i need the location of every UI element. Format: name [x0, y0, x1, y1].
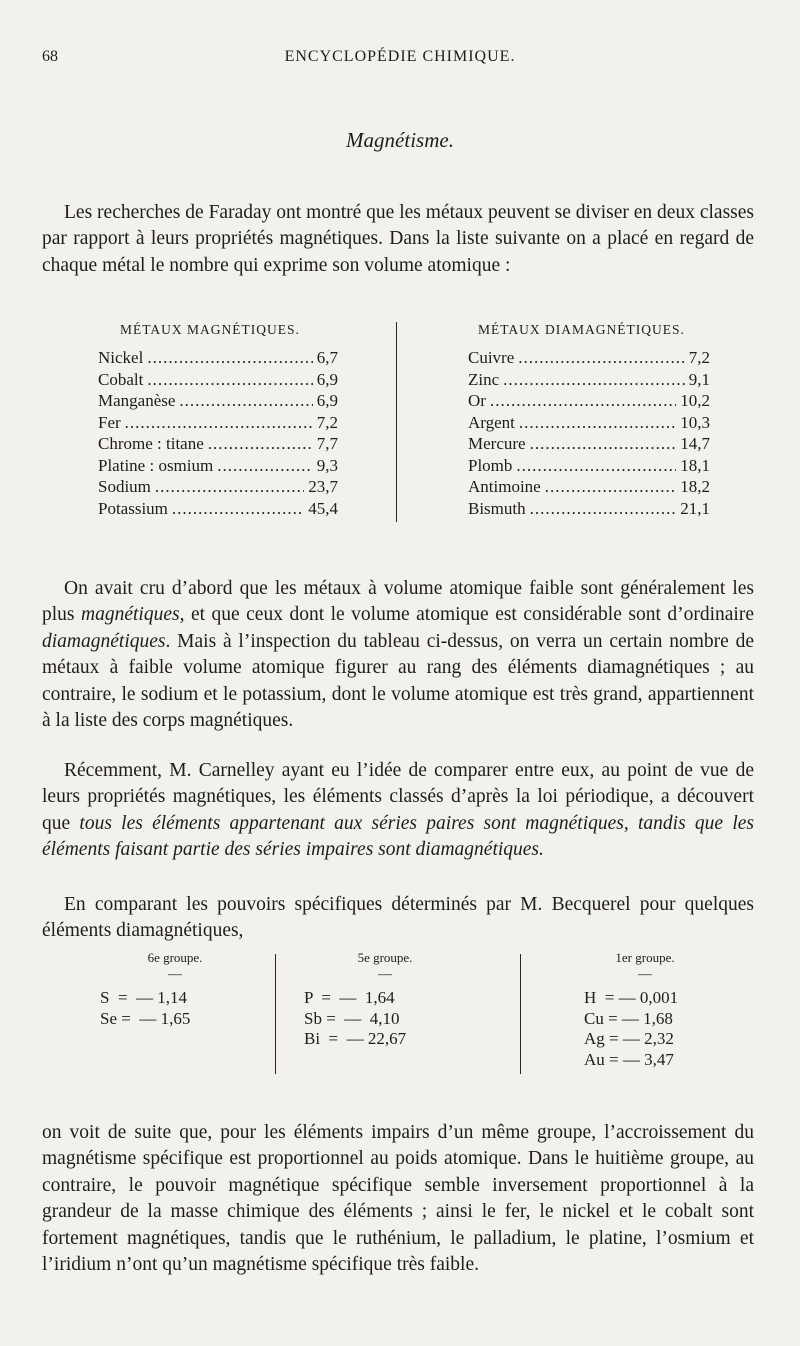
dot-leader	[217, 456, 313, 476]
group-6-column	[100, 948, 250, 1029]
group-heading: 1er groupe.	[615, 950, 675, 965]
table-row	[468, 370, 710, 392]
table-row	[98, 434, 338, 456]
metal-name: Manganèse	[98, 391, 176, 410]
dot-leader	[516, 456, 676, 476]
metal-value: 6,9	[316, 391, 338, 410]
metal-name: Plomb	[468, 455, 513, 475]
metal-value: 7,2	[316, 412, 338, 432]
dot-leader	[530, 499, 677, 519]
header-title: ENCYCLOPÉDIE CHIMIQUE.	[284, 48, 516, 65]
table-row	[98, 499, 338, 521]
dot-leader	[490, 391, 676, 411]
section-title: Magnétisme.	[346, 128, 454, 152]
table-row	[468, 477, 710, 499]
italic-term: diamagnétiques	[42, 630, 166, 652]
running-head	[38, 48, 762, 72]
table-row	[98, 456, 338, 478]
metal-value: 23,7	[308, 477, 338, 496]
metal-value: 9,3	[316, 455, 338, 475]
metal-value: 10,2	[680, 391, 710, 410]
table-row	[98, 370, 338, 392]
table-row	[98, 391, 338, 413]
paragraph-intro: Les recherches de Faraday ont montré que les métaux peuvent se diviser en deux classes par rapport à leurs propriétés magnétiques. Dans la liste suivante on a placé en regard de chaque métal le nombre qui exprime son volume atomique :	[42, 201, 754, 276]
group-heading: 6e groupe.	[147, 950, 203, 965]
dot-leader	[155, 477, 304, 497]
diamagnetic-heading: MÉTAUX DIAMAGNÉTIQUES.	[478, 322, 685, 337]
dot-leader	[518, 348, 684, 368]
table-row	[98, 477, 338, 499]
dot-leader	[147, 348, 312, 368]
dot-leader	[125, 413, 313, 433]
dot-leader	[172, 499, 304, 519]
table-row	[98, 348, 338, 370]
heading-dash: —	[168, 967, 182, 982]
group-row: Cu = — 1,68	[584, 1008, 673, 1028]
group-row: Se = — 1,65	[100, 1008, 191, 1028]
table-row	[468, 413, 710, 435]
table-row	[468, 391, 710, 413]
group-row: S = — 1,14	[100, 988, 188, 1007]
page-number: 68	[42, 48, 58, 65]
table-divider	[275, 954, 276, 1074]
table-divider	[396, 322, 397, 522]
diamagnetic-metals-column	[468, 318, 710, 520]
metal-value: 7,7	[316, 434, 338, 453]
metal-value: 18,2	[680, 477, 710, 496]
dot-leader	[519, 413, 676, 433]
group-row: H = — 0,001	[584, 988, 679, 1007]
group-row: Au = — 3,47	[584, 1049, 674, 1069]
metal-name: Potassium	[98, 498, 168, 518]
group-row: Sb = — 4,10	[304, 1008, 400, 1028]
table-row	[468, 434, 710, 456]
metal-value: 14,7	[680, 434, 710, 453]
metal-value: 18,1	[680, 455, 710, 475]
metal-name: Cobalt	[98, 369, 144, 389]
table-divider	[520, 954, 521, 1074]
text-run: Récemment, M. Carnelley ayant eu l’idée de comparer entre eux, au point de vue de leurs propriétés magnétiques, les éléments classés d’après la loi périodique, a découvert que	[42, 759, 754, 834]
metal-value: 21,1	[680, 498, 710, 518]
heading-dash: —	[638, 967, 652, 982]
metal-name: Zinc	[468, 369, 500, 389]
dot-leader	[503, 370, 685, 390]
group-5-column	[290, 948, 480, 1050]
italic-statement: tous les éléments appartenant aux séries paires sont magnétiques, tandis que les éléments faisant partie des séries impaires sont diamagnétiques.	[42, 812, 754, 861]
dot-leader	[179, 391, 312, 411]
metal-name: Platine : osmium	[98, 455, 214, 475]
metal-name: Nickel	[98, 348, 144, 367]
metal-value: 6,7	[316, 348, 338, 367]
group-1-column	[570, 948, 720, 1070]
paragraph-conclusion: on voit de suite que, pour les éléments impairs d’un même groupe, l’accroissement du magnétisme spécifique est proportionnel au poids atomique. Dans le huitième groupe, au contraire, le pouvoir magnétique spécifique semble inversement proportionnel à la grandeur de la masse chimique des éléments ; ainsi le fer, le nickel et le cobalt sont fortement magnétiques, tandis que le ruthénium, le palladium, le platine, l’osmium et l’iridium n’ont qu’un magnétisme spécifique très faible.	[42, 1121, 754, 1276]
italic-term: magnétiques	[81, 604, 180, 626]
metal-value: 7,2	[688, 348, 710, 367]
table-row	[468, 348, 710, 370]
dot-leader	[530, 434, 677, 454]
metal-name: Chrome : titane	[98, 434, 204, 453]
magnetic-metals-column	[98, 318, 338, 520]
table-row	[468, 499, 710, 521]
text-run: , et que ceux dont le volume atomique est considérable sont d’ordinaire	[179, 604, 754, 626]
dot-leader	[545, 477, 677, 497]
table-row	[468, 456, 710, 478]
text-run: On avait cru d’abord que les métaux à volume atomique faible sont généralement les plus	[42, 577, 754, 626]
group-row: Bi = — 22,67	[304, 1029, 407, 1048]
metal-name: Cuivre	[468, 348, 515, 367]
text-run: . Mais à l’inspection du tableau ci-dessus, on verra un certain nombre de métaux à faible volume atomique figurer au rang des éléments diamagnétiques ; au contraire, le sodium et le potassium, dont le volume atomique est très grand, appartiennent à la liste des corps magnétiques.	[42, 630, 754, 732]
metal-name: Mercure	[468, 434, 526, 453]
heading-dash: —	[378, 967, 392, 982]
paragraph-carnelley	[42, 758, 754, 864]
metal-name: Fer	[98, 412, 121, 432]
metal-value: 45,4	[308, 498, 338, 518]
table-row	[98, 413, 338, 435]
dot-leader	[147, 370, 312, 390]
group-heading: 5e groupe.	[357, 950, 413, 965]
group-row: P = — 1,64	[304, 988, 395, 1007]
magnetic-heading: MÉTAUX MAGNÉTIQUES.	[120, 322, 300, 337]
metal-value: 6,9	[316, 369, 338, 389]
paragraph-faraday-discussion	[42, 576, 754, 736]
metal-name: Antimoine	[468, 477, 541, 496]
metal-name: Argent	[468, 412, 515, 432]
metals-table	[98, 318, 710, 526]
metal-value: 9,1	[688, 369, 710, 389]
groups-table	[90, 948, 720, 1076]
group-row: Ag = — 2,32	[584, 1029, 674, 1048]
metal-value: 10,3	[680, 412, 710, 432]
dot-leader	[208, 434, 313, 454]
metal-name: Or	[468, 391, 486, 410]
metal-name: Sodium	[98, 477, 151, 496]
paragraph-becquerel: En comparant les pouvoirs spécifiques déterminés par M. Becquerel pour quelques éléments diamagnétiques,	[42, 893, 754, 942]
metal-name: Bismuth	[468, 498, 526, 518]
